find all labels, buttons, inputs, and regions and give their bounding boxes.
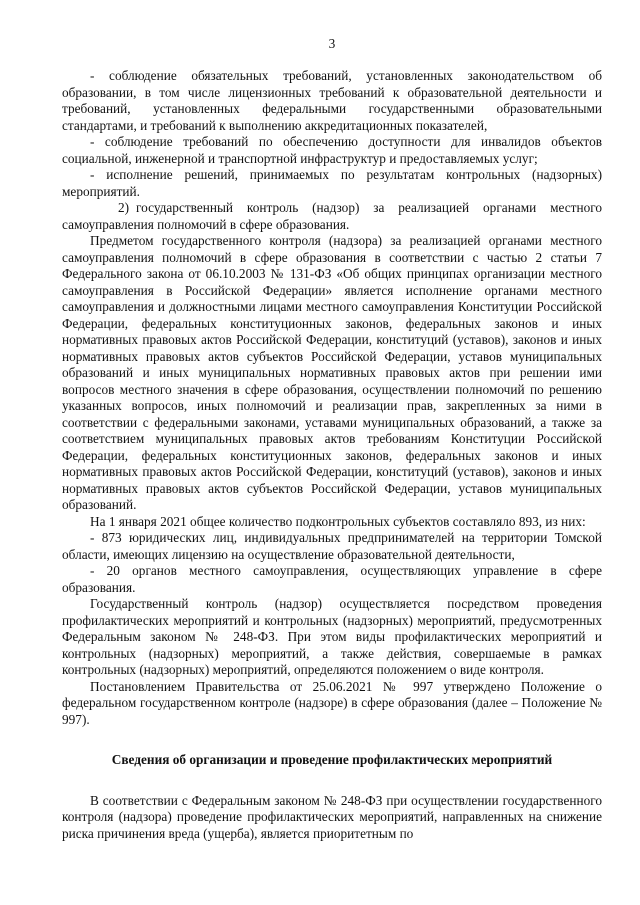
paragraph: Предметом государственного контроля (надзора) за реализацией органами местного самоуправления полномочий в сфере образования в соответствии с частью 2 статьи 7 Федерального закона от 06.10.2003 № 131-ФЗ «Об общих принципах организации местного самоуправления в Российской Федерации» является исполнение органами местного самоуправления и должностными лицами местного самоуправления Конституции Российской Федерации, федеральных конституционных законов, федеральных законов и иных нормативных правовых актов Российской Федерации, конституций (уставов), законов и иных нормативных правовых актов субъектов Российской Федерации, уставов муниципальных образований и иных муниципальных нормативных правовых актов при решении ими вопросов местного значения в сфере образования, осуществлении полномочий по решению указанных вопросов, иных полномочий и реализации прав, закрепленных за ними в соответствии с федеральными законами, уставами муниципальных образований, а также за соответствием муниципальных правовых актов требованиям Конституции Российской Федерации, федеральных конституционных законов, федеральных законов и иных нормативных правовых актов Российской Федерации, конституций (уставов), законов и иных нормативных правовых актов субъектов Российской Федерации, уставов муниципальных образований. — [62, 233, 602, 512]
paragraph: - исполнение решений, принимаемых по результатам контрольных (надзорных) мероприятий. — [62, 167, 602, 199]
page-number: 3 — [328, 36, 336, 51]
paragraph: В соответствии с Федеральным законом № 248-ФЗ при осуществлении государственного контроля (надзора) проведение профилактических мероприятий, направленных на снижение риска причинения вреда (ущерба), является приоритетным по — [62, 792, 602, 841]
paragraph: - соблюдение обязательных требований, установленных законодательством об образовании, в том числе лицензионных требований к образовательной деятельности и требований, установленных федеральными государственными образовательными стандартами, и требований к выполнению аккредитационных показателей, — [62, 68, 602, 133]
numbered-item — [62, 200, 602, 233]
paragraph: - 20 органов местного самоуправления, осуществляющих управление в сфере образования. — [62, 563, 602, 595]
paragraph: На 1 января 2021 общее количество подконтрольных субъектов составляло 893, из них: — [90, 513, 586, 529]
item-text: государственный контроль (надзор) за реализацией органами местного самоуправления полномочий в сфере образования. — [62, 200, 602, 232]
document-body — [62, 68, 602, 842]
paragraph: Постановлением Правительства от 25.06.2021 № 997 утверждено Положение о федеральном государственном контроле (надзоре) в сфере образования (далее – Положение № 997). — [62, 678, 602, 727]
section-heading: Сведения об организации и проведение профилактических мероприятий — [111, 752, 553, 767]
paragraph: - соблюдение требований по обеспечению доступности для инвалидов объектов социальной, инженерной и транспортной инфраструктур и предоставляемых услуг; — [62, 134, 602, 166]
item-number: 2) — [118, 200, 130, 215]
paragraph: Государственный контроль (надзор) осуществляется посредством проведения профилактических мероприятий и контрольных (надзорных) мероприятий, предусмотренных Федеральным законом № 248-ФЗ. При этом виды профилактических мероприятий и контрольных (надзорных) мероприятий, а также действия, совершаемые в рамках контрольных (надзорных) мероприятий, определяются положением о виде контроля. — [62, 596, 602, 677]
paragraph: - 873 юридических лиц, индивидуальных предпринимателей на территории Томской области, имеющих лицензию на осуществление образовательной деятельности, — [62, 530, 602, 562]
